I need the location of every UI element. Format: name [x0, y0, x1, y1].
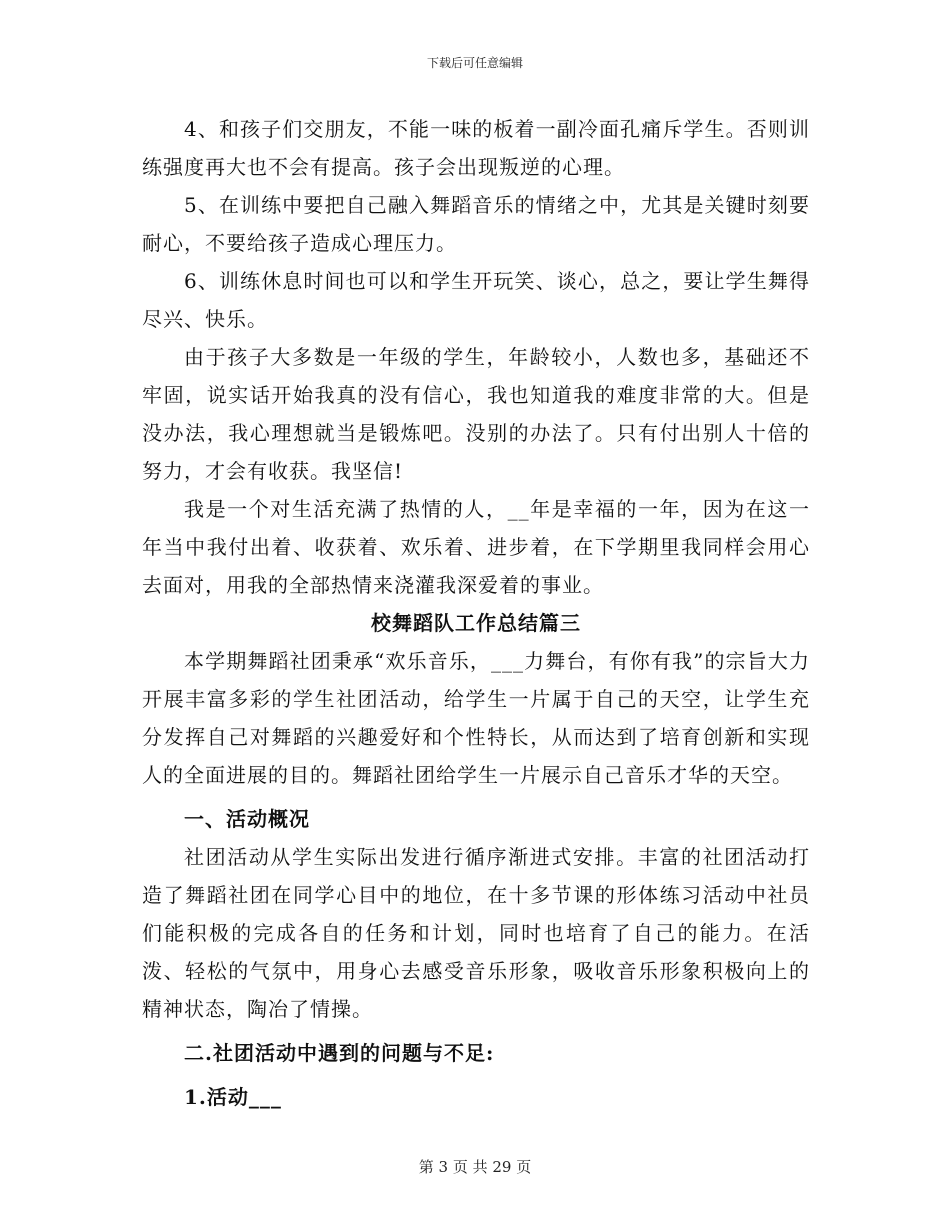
- heading-activity: 1.活动___: [184, 1085, 282, 1109]
- paragraph-5: 5、在训练中要把自己融入舞蹈音乐的情绪之中，尤其是关键时刻要耐心，不要给孩子造成心理压力。: [142, 193, 810, 255]
- paragraph-6: 6、训练休息时间也可以和学生开玩笑、谈心，总之，要让学生舞得尽兴、快乐。: [142, 269, 810, 331]
- page-header: 下载后可任意编辑: [426, 56, 523, 70]
- page-footer: 第 3 页 共 29 页: [418, 1158, 532, 1176]
- paragraph-overview: 社团活动从学生实际出发进行循序渐进式安排。丰富的社团活动打造了舞蹈社团在同学心目中的地位，在十多节课的形体练习活动中社员们能积极的完成各自的任务和计划，同时也培育了自己的能力。在活泼、轻松的气氛中，用身心去感受音乐形象，吸收音乐形象积极向上的精神状态，陶冶了情操。: [142, 845, 810, 1021]
- paragraph-difficulty: 由于孩子大多数是一年级的学生，年龄较小，人数也多，基础还不牢固，说实话开始我真的没有信心，我也知道我的难度非常的大。但是没办法，我心理想就当是锻炼吧。没别的办法了。只有付出别人十倍的努力，才会有收获。我坚信!: [142, 345, 810, 483]
- heading-problems: 二.社团活动中遇到的问题与不足:: [184, 1041, 495, 1065]
- paragraph-4: 4、和孩子们交朋友，不能一味的板着一副冷面孔痛斥学生。否则训练强度再大也不会有提高。孩子会出现叛逆的心理。: [142, 117, 810, 179]
- heading-activity-overview: 一、活动概况: [184, 807, 310, 831]
- document-body: [142, 110, 810, 1116]
- section-title: 校舞蹈队工作总结篇三: [371, 611, 581, 635]
- paragraph-intro: 本学期舞蹈社团秉承“欢乐音乐，___力舞台，有你有我”的宗旨大力开展丰富多彩的学生社团活动，给学生一片属于自己的天空，让学生充分发挥自己对舞蹈的兴趣爱好和个性特长，从而达到了培育创新和实现人的全面进展的目的。舞蹈社团给学生一片展示自己音乐才华的天空。: [142, 649, 810, 787]
- paragraph-reflection: 我是一个对生活充满了热情的人，__年是幸福的一年，因为在这一年当中我付出着、收获着、欢乐着、进步着，在下学期里我同样会用心去面对，用我的全部热情来浇灌我深爱着的事业。: [142, 497, 810, 597]
